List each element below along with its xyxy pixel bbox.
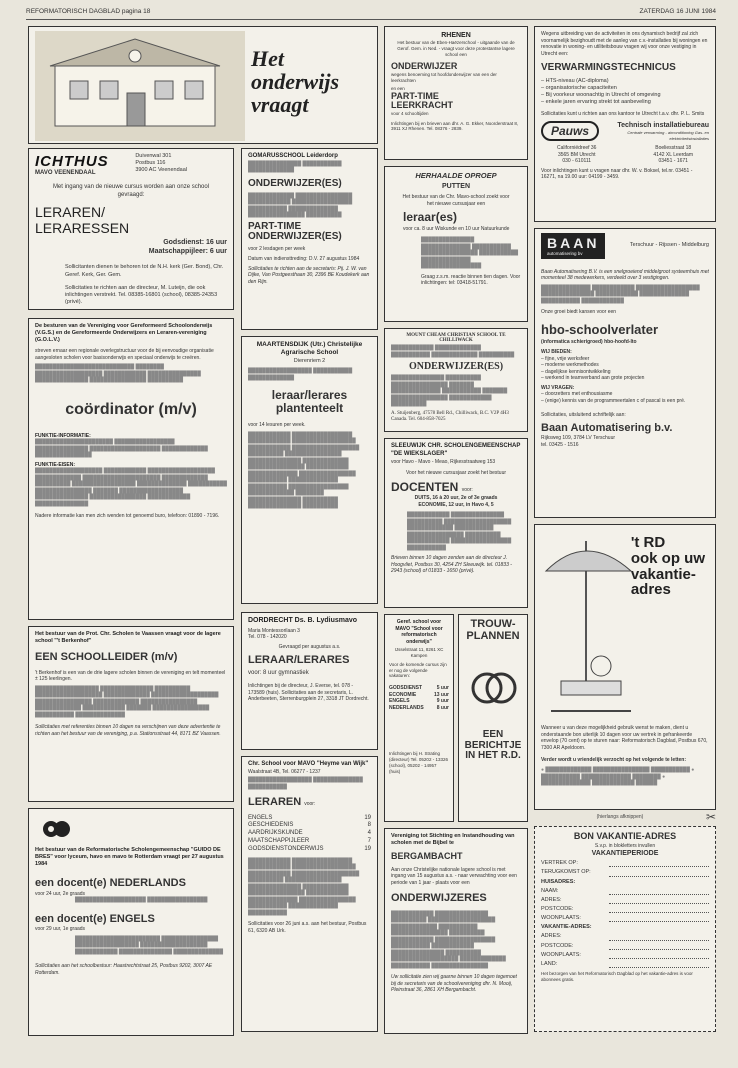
putten-ad: [384, 166, 528, 322]
maartensdijk-sub: Dierenriem 2: [293, 357, 326, 364]
school-illustration: [35, 31, 245, 141]
banner-ad: [28, 26, 378, 144]
rhenen-ad: [384, 26, 528, 160]
coordinator-closing: Nadere informatie kan men zich wenden tot genoemd buro, telefoon: 01890 - 7196.: [35, 513, 220, 520]
coordinator-title: coördinator (m/v): [65, 400, 197, 418]
list-item: NEDERLANDS 8 uur: [389, 704, 449, 711]
dordrecht-hours: voor: 8 uur gymnastiek: [248, 670, 309, 677]
gomarus-filler-2: █████████████ ████████████████ ████████████ █████████████████ ███████████ ██████████████ ████████████████ ██████████: [248, 192, 353, 219]
rhenen-contact: Inlichtingen bij en brieven aan dhr. A. G. Ekker, Noorderstraat 8, 3911 XJ Rhenen. Tel. 08376 - 2839.: [391, 120, 519, 132]
heyme-filler-2: ████████████ █████████████████ ████████████ ██████████████████ ████████████ ███████████████████ ██████████ ████████████████ ███████████████ █████████████ ████████████████ ████████████ ██████████████ ████████████████ ███████████ ██████████████ ███████████: [248, 857, 360, 916]
bon-sub2: VAKANTIEPERIODE: [591, 850, 659, 858]
baan-ad: [534, 228, 716, 518]
rhenen-title-2-sub: voor 4 schooltijden: [391, 110, 429, 116]
guido-ad: [28, 808, 234, 1036]
terugkomst-field[interactable]: TERUGKOMST OP:: [541, 869, 709, 876]
list-item: MAATSCHAPPIJLEER 7: [248, 837, 371, 844]
pauws-intro: Wegens uitbreiding van de activiteiten in ons dynamisch bedrijf zal zich voornamelijk bezighoudt met de aanleg van c.v.-installaties bij woningen en renovatie in woning- en utiliteitsbouw vragen wij voor onze vestiging in Utrecht een:: [541, 31, 708, 57]
maartensdijk-ad: [241, 336, 378, 604]
maartensdijk-filler-1: ██████████████████ ███████████ █████████████: [248, 368, 353, 381]
rd-vakantie-filler: ● █████████████ ████████████████ ███████████ ● ███████████ ██████████████ ████████ ● ██████████████ ████████████ ██████: [541, 767, 695, 786]
cut-line: (hierlangs afknippen) ✂: [596, 810, 716, 824]
dordrecht-title: LERAAR/LERARES: [248, 654, 350, 667]
rhenen-title-2: PART-TIME LEERKRACHT: [391, 90, 453, 111]
putten-city: PUTTEN: [442, 183, 470, 190]
pauws-reqs: [541, 78, 709, 107]
putten-title: leraar(es): [403, 210, 458, 225]
guido-sub-2: voor 29 uur, 1e graads: [35, 926, 86, 933]
heyme-contact: Sollicitaties voor 26 juni a.s. aan het bestuur, Postbus 61, 6320 AB Urk.: [248, 921, 367, 934]
sleeuwijk-contact: Brieven binnen 10 dagen zenden aan de directeur J. Hoogvliet, Postbus 30, 4254 ZH Sleeuwijk. tel. 01833 - 2943 (school) of 01833 - 1650 (privé).: [391, 555, 512, 575]
mountcheam-filler-2: ███████████████ ██████████ ████████████████ ███████ ██████████████ ███████████ ███████ ████████████████ ████████████ ██████████: [391, 375, 508, 407]
rd-vakantie-rules: Verder wordt u vriendelijk verzocht op het volgende te letten:: [541, 757, 687, 763]
gomarus-heading: GOMARUSSCHOOL Leiderdorp: [248, 153, 338, 159]
maartensdijk-heading: MAARTENSDIJK (Utr.) Christelijke Agrarische School: [256, 341, 363, 357]
putten-sub: voor ca. 8 uur Wiskunde en 10 uur Natuurkunde: [403, 225, 510, 232]
bergambacht-intro: Vereniging tot Stichting en Instandhouding van scholen met de Bijbel te: [391, 833, 515, 847]
dordrecht-contact: Inlichtingen bij de directeur, J. Everse, tel. 078 - 173589 (huis). Sollicitaties aan de secretaris, L. Anderbeeten, Sterrenburgplein 27, 3318 JT Dordrecht.: [248, 683, 369, 703]
kampen-subjects: [389, 685, 449, 711]
rhenen-title-1-sub: wegens benoeming tot hoofdonderwijzer van een der leerkrachten: [391, 72, 497, 84]
baan-apply: Sollicitaties, uitsluitend schriftelijk aan:: [541, 412, 626, 419]
baan-tel: tel. 03425 - 1516: [541, 441, 579, 448]
putten-heading: HERHAALDE OPROEP: [415, 171, 497, 180]
mountcheam-heading: MOUNT CHEAM CHRISTIAN SCHOOL TE CHILLIWACK: [406, 333, 506, 343]
mountcheam-title: ONDERWIJZER(ES): [408, 361, 504, 372]
page-header: [26, 8, 716, 20]
bon-footer: Het bezorgen van het Reformatorisch Dagblad op het vakantie-adres is voor abonnees gratis.: [541, 970, 693, 982]
list-item: – HTS-niveau (AC-diploma): [541, 78, 609, 84]
guido-filler-1: ████████████████████ █████████████████: [75, 897, 208, 904]
list-item: ENGELS 9 uur: [389, 698, 449, 705]
rhenen-title-1: ONDERWIJZER: [391, 60, 458, 71]
sleeuwijk-items: DUITS, 16 à 20 uur, 2e of 3e graads ECONOMIE, 12 uur, in Havo 4, 5: [414, 495, 498, 508]
baan-sought: Onze groei biedt kansen voor een: [541, 309, 617, 316]
baan-vragen: WIJ VRAGEN:: [541, 384, 575, 391]
bergambacht-body: Aan onze Christelijke nationale lagere school is met ingang van 15 augustus a.s. - naar verwachting voor een periode van 1 jaar - plaats voor een: [391, 866, 517, 886]
vaassen-contact: Sollicitaties met referenties binnen 10 dagen na verschijnen van deze advertentie te richten aan het bestuur van de vereniging, p.a. Stationsstraat 44, 8171 BZ Vaassen.: [35, 724, 221, 737]
coordinator-body: streven ernaar een regionale overlegstructuur voor de bij eenvoudige organisatie aangesloten scholen voor basisonderwijs en speciaal onderwijs te creëren.: [35, 348, 214, 361]
heyme-filler-1: ██████████████████ ██████████████ ███████████: [248, 777, 363, 790]
ichthus-subjects: Godsdienst: 16 uur Maatschappijleer: 6 uur: [148, 239, 227, 256]
banner-title: Het onderwijs vraagt: [251, 46, 340, 118]
trouwplannen-ad: [458, 614, 528, 822]
trouwplannen-top: TROUW-PLANNEN: [466, 618, 520, 642]
baan-logo: BAAN: [547, 235, 600, 251]
trouwplannen-bottom: EEN BERICHTJE IN HET R.D.: [464, 729, 522, 762]
list-item: – enkele jaren ervaring strekt tot aanbeveling: [541, 99, 651, 106]
putten-intro: Het bestuur van de Chr. Mavo-school zoekt voor het nieuwe cursusjaar een: [402, 194, 510, 207]
beach-illustration: [541, 531, 641, 721]
sleeuwijk-title: DOCENTEN voor:: [391, 479, 473, 494]
list-item: AARDRIJKSKUNDE 4: [248, 830, 371, 837]
baan-intro: Baan Automatisering B.V. is een snelgroeiend middelgroot systeemhuis met momenteel 38 medewerkers, verdeeld over 3 vestigingen.: [541, 268, 709, 282]
guido-title-2: een docent(e) ENGELS: [35, 912, 155, 925]
gomarus-date: Datum van indiensttreding: D.V. 27 augustus 1984: [248, 256, 360, 263]
bergambacht-ad: [384, 828, 528, 1034]
bon-form: [534, 826, 716, 1032]
vaassen-title: EEN SCHOOLLEIDER (m/v): [35, 651, 178, 664]
pauws-address-leerdam: Boeliesstraat 18 4142 XL Leerdam 03451 - 1671: [653, 145, 693, 165]
ichthus-logo: ICHTHUS: [35, 153, 109, 170]
sleeuwijk-filler: ████████████ ███████████████ ██████████ ███████████████████ █████████████ ███████████ ████████████████ ██████████ ████████████ █████████████████ ███████████: [407, 512, 512, 551]
coordinator-intro: De besturen van de Vereniging voor Gereformeerd Schoolonderwijs (V.G.S.) en de Gereformeerde Onderwijzers en Leraren-vereniging (G.O.L.V.): [35, 323, 213, 344]
baan-title: hbo-schoolverlater: [541, 321, 659, 337]
baan-filler: ██████████████ ████████████ ██████████████████ ███████████████ ████████████ ██████████████ ███████████ ████████████: [541, 284, 700, 304]
sleeuwijk-heading: SLEEUWIJK CHR. SCHOLENGEMEENSCHAP "DE WIEKSLAGER": [391, 443, 521, 457]
gomarus-title-2: PART-TIME ONDERWIJZER(ES): [248, 220, 342, 243]
rhenen-heading: RHENEN: [441, 32, 471, 39]
bon-title: BON VAKANTIE-ADRES: [573, 831, 677, 841]
baan-title-sub: (informatica schierigroed) hbo-hoofd-Ito: [541, 338, 637, 345]
sleeuwijk-ad: [384, 438, 528, 608]
heyme-ad: [241, 756, 378, 1032]
ichthus-intro: Met ingang van de nieuwe cursus worden aan onze school gevraagd:: [52, 183, 210, 198]
rhenen-and: en een: [391, 86, 405, 91]
functie-heading: FUNKTIE-INFORMATIE:: [35, 432, 91, 439]
gomarus-title-2-sub: voor 2 lesdagen per week: [248, 245, 306, 252]
wedding-rings-icon: [463, 650, 523, 720]
vaassen-body: 't Berkenhof is een van de drie lagere scholen binnen de vereniging en telt momenteel ± 125 leerlingen.: [35, 669, 226, 683]
list-item: GESCHIEDENIS 8: [248, 822, 371, 829]
ichthus-note: Sollicitanten dienen te behoren tot de N.H. kerk (Ger. Bond), Chr. Geref. Kerk, Ger. Gem.: [65, 264, 224, 278]
vertrek-field[interactable]: VERTREK OP:: [541, 860, 709, 867]
list-item: – werkend in teamverband aan grote projecten: [541, 375, 645, 382]
gomarus-title-1: ONDERWIJZER(ES): [248, 177, 342, 189]
huisadres-heading: HUISADRES:: [541, 878, 576, 885]
header-right: ZATERDAG 16 JUNI 1984: [639, 8, 716, 15]
list-item: GODSDIENSTONDERWIJS 19: [248, 845, 371, 852]
list-item: – organisatorische capaciteiten: [541, 85, 617, 92]
ichthus-address: Duivenwal 301 Postbus 116 3900 AC Veenendaal: [135, 153, 187, 174]
rd-vakantie-body: Wanneer u van deze mogelijkheid gebruik wenst te maken, dient u onderstaande bon uiterlijk 10 dagen voor uw vertrek in gefrankeerde envelop (70 cent) op te sturen naar: Reformatorisch Dagblad, Postbus 670, 7300 AR Apeldoorn.: [541, 725, 708, 751]
sleeuwijk-sub: voor Havo - Mavo - Meao, Rijkesstraatweg 153: [391, 458, 496, 465]
rd-vakantie-title: 't RD ook op uw vakantie- adres: [630, 534, 705, 599]
pauws-tag-sub: Centrale verwarming - airconditioning Gas- en elektriciteitsinstallaties: [627, 130, 709, 141]
pauws-title: VERWARMINGSTECHNICUS: [541, 62, 676, 73]
maartensdijk-title: leraar/lerares plantenteelt: [271, 388, 348, 415]
vaassen-filler: ██████████████████ ███████████████ ██████████ ███████████████████ █████████████ ███████████████████ ████████████████ █████████████ ████████████████ █████████████ ████████████ ███████ ████████████████ ███████████ ██████████████: [35, 685, 219, 718]
guido-intro: Het bestuur van de Reformatorische Scholengemeenschap "GUIDO DE BRES" voor lyceum, havo en mavo te Rotterdam vraagt per 27 augustus 1984: [35, 847, 224, 868]
putten-contact: Graag z.s.m. reactie binnen tien dagen. Voor inlichtingen: tel: 03418-51791.: [421, 273, 521, 287]
baan-vragen-list: [541, 391, 709, 404]
guido-contact: Sollicitaties aan het schoolbestuur: Haastrechtstraat 25, Postbus 9202, 3007 AE Rotterdam.: [35, 963, 213, 976]
scissors-icon: ✂: [705, 810, 716, 824]
sleeuwijk-intro: Voor het nieuwe cursusjaar zoekt het bestuur: [405, 470, 507, 477]
pauws-logo: Pauws: [541, 121, 599, 141]
mountcheam-contact: A. Stuijenberg, 47578 Bell Rd., Chilliwack, B.C. V2P 4H3 Canada. Tel. 604-858-7025: [391, 410, 509, 422]
list-item: GODSDIENST 5 uur: [389, 685, 449, 692]
rd-vakantie-ad: [534, 524, 716, 810]
baan-addr: Rijksweg 109, 3784 LV Terschuur: [541, 435, 616, 442]
putten-filler: ███████████████ ██████████████ ███████████ ████████████████ ███████████ ██████████████ █████████████████: [421, 237, 519, 270]
heyme-subject-list: [248, 815, 371, 854]
naam-field[interactable]: NAAM:: [541, 888, 709, 895]
baan-company: Baan Automatisering b.v.: [541, 421, 673, 434]
list-item: – Bij voorkeur woonachtig in Utrecht of omgeving: [541, 92, 661, 99]
coordinator-filler-3: ███████████████████ ████████████ ███████████████████ █████████████ ██████████████████████ █████████████ ██████████ ██████████████████ ██████████████ ███████████ ████████████████ ███████ ██████████████████ ███████████████ ████████████████ ████████████ ███████████████: [35, 468, 227, 507]
heyme-heading: Chr. School voor MAVO "Heyme van Wijk": [248, 761, 369, 767]
gomarus-filler-1: ███████████████ ███████████ █████████████: [248, 160, 342, 174]
list-item: – fijne, vrije werksfeer: [541, 355, 590, 362]
maartensdijk-filler-2: ████████████ █████████████████ ████████████ ██████████████████ ████████████ ███████████████████ ██████████ ████████████████ ███████████████ █████████████ ████████████████ ████████████ ██████████████ ████████████████ ███████████ ██████████████ ███████████ █████████████████ █████████████ ████████ ███████████████ ██████████ ███████████████ ██████████: [248, 431, 360, 510]
heyme-title: LERAREN voor:: [248, 796, 316, 809]
kampen-heading: Geref. school voor MAVO "School voor reformatorisch onderwijs": [395, 619, 443, 645]
guido-sub-1: voor 24 uur, 2e graads: [35, 890, 86, 897]
vakantie-adres-field[interactable]: ADRES:: [541, 933, 709, 940]
woonplaats-field[interactable]: WOONPLAATS:: [541, 915, 709, 922]
coordinator-ad: [28, 318, 234, 620]
kampen-ad: [384, 614, 454, 822]
land-field[interactable]: LAND:: [541, 961, 709, 968]
dordrecht-asks: Gevraagd per augustus a.s.: [278, 643, 341, 650]
kampen-address: IJsselstraat 11, 8261 XC Kampen: [394, 647, 444, 658]
pauws-ad: [534, 26, 716, 222]
dordrecht-address: Maria Montessorilaan 3 Tel. 078 - 142020: [248, 627, 300, 641]
vakantie-woonplaats-field[interactable]: WOONPLAATS:: [541, 952, 709, 959]
header-left: REFORMATORISCH DAGBLAD pagina 18: [26, 8, 151, 15]
pauws-apply: Sollicitaties kunt u richten aan ons kantoor te Utrecht t.a.v. dhr. P. L. Smits: [541, 110, 705, 117]
guido-filler-2: ████████████████████████ ████████████████ ██████████████████ ███████████████████ ████████████ ███████████████ ██████████████: [75, 935, 224, 955]
pauws-tag: Technisch installatiebureau: [617, 122, 709, 130]
ichthus-logo-sub: MAVO VEENENDAAL: [35, 170, 96, 176]
gomarus-contact: Sollicitaties te richten aan de secretaris: Pij. J. W. van Dijke, Van Postgeesthaan 30, 2396 BE Koudekerk aan den Rijn.: [248, 265, 370, 285]
list-item: ECONOMIE 13 uur: [389, 691, 449, 698]
mountcheam-ad: [384, 328, 528, 432]
baan-logo-sub: automatisering bv: [547, 251, 583, 256]
bergambacht-city: BERGAMBACHT: [391, 851, 463, 862]
baan-bieden: WIJ BIEDEN:: [541, 349, 572, 356]
vaassen-ad: [28, 626, 234, 802]
heyme-address: Waalstraat 4B, Tel. 06277 - 1237: [248, 768, 321, 775]
pauws-info: Voor inlichtingen kunt u vragen naar dhr. W. v. Boksel, tel.nr. 03451 - 16271, na 19.00 uur: 04199 - 3459.: [541, 167, 693, 181]
kampen-contact: Inlichtingen bij H. Strating (directeur) Tel. 05202 - 13326 (school), 05202 - 14957 (huis): [389, 751, 448, 774]
eisen-heading: FUNKTIE-EISEN:: [35, 461, 75, 468]
baan-location: Terschuur - Rijssen - Middelburg: [629, 242, 709, 249]
list-item: – moderne werkmethodes: [541, 362, 599, 369]
kampen-intro: Voor de komende cursus zijn er nog de volgende vakaturen:: [389, 661, 447, 679]
guido-logo-icon: [41, 817, 71, 841]
maartensdijk-hours: voor 14 lesuren per week.: [248, 422, 306, 429]
bergambacht-title: ONDERWIJZERES: [391, 892, 487, 905]
list-item: ENGELS 19: [248, 814, 371, 821]
vaassen-intro: Het bestuur van de Prot. Chr. Scholen te Vaassen vraagt voor de lagere school "'t Berkenhof": [35, 631, 221, 645]
dordrecht-ad: [241, 612, 378, 750]
ichthus-title: LERAREN/ LERARESSEN: [35, 204, 130, 236]
rhenen-intro: Het bestuur van de Eben-Haëzerschool - uitgaande van de Gerof. Gem. in Ned. - vraagt voor deze protestantse lagere school een: [397, 40, 515, 57]
vakantie-adres-heading: VAKANTIE-ADRES:: [541, 924, 592, 931]
coordinator-filler-2: ██████████████████████ █████████████████ ███████████████ ████████████████████ █████████████ ████████████████: [35, 439, 208, 459]
pauws-address-utrecht: Californiëdreef 36 3565 BM Utrecht 030 - 610111: [557, 145, 597, 165]
bergambacht-contact: Uw sollicitatie zien wij gaarne binnen 10 dagen tegemoet bij de secretaris van de schoolvereniging dhr. N. Mooij, Pleinstraat 36, 2861 XH Bergambacht.: [391, 974, 517, 994]
dordrecht-heading: DORDRECHT Ds. B. Lydiusmavo: [248, 617, 358, 624]
guido-title-1: een docent(e) NEDERLANDS: [35, 877, 186, 890]
ichthus-ad: [28, 148, 234, 310]
baan-bieden-list: [541, 356, 709, 382]
list-item: – doorzetters met enthousiasme: [541, 391, 613, 398]
vakantie-postcode-field[interactable]: POSTCODE:: [541, 943, 709, 950]
bon-sub: S.v.p. in blokletters invullen: [594, 842, 656, 849]
adres-field[interactable]: ADRES:: [541, 897, 709, 904]
gomarus-ad: [241, 148, 378, 330]
ichthus-contact: Sollicitaties te richten aan de directeur, M. Luteijn, die ook inlichtingen verstrekt. Tel. 08385-16801 (school), 08385-24353 (privé).: [65, 284, 218, 305]
postcode-field[interactable]: POSTCODE:: [541, 906, 709, 913]
coordinator-filler-1: ████████████████████████████ ████████ ███████████████████ ████████████ ███████████████ ███████████████ ████████████████ ██████████: [35, 364, 201, 384]
bergambacht-filler: ████████████ ███████████████ ██████████ ███████████████████ █████████████ ███████████ ████████████████ ██████████ ████████████ █████████████████ ███████████ ████████████ ███████████████ ██████████ ███████████████████ █████████████ ███████████ ████████████████: [391, 910, 506, 969]
list-item: – dagelijkse kennisontwikkeling: [541, 368, 611, 375]
mountcheam-filler-1: ████████████ █████████████ ███████████ █████████████ ██████████: [391, 345, 515, 358]
list-item: – (enige) kennis van de programmeertalen c of pascal is een pré.: [541, 397, 686, 404]
